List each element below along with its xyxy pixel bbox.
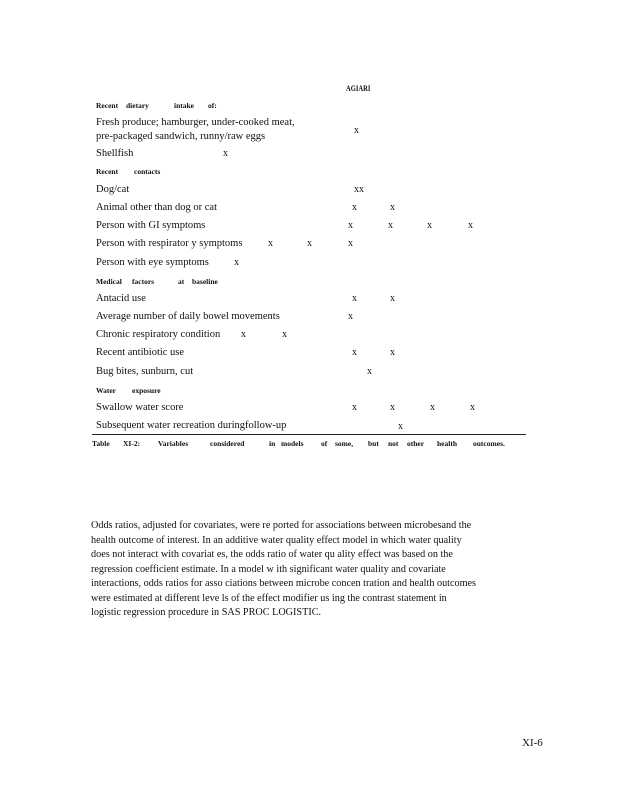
mark-antacid-1: x [352, 293, 357, 304]
mark-person-resp-1: x [268, 238, 273, 249]
paragraph-line: does not interact with covariat es, the odds ratio of water qu ality effect was based on the [91, 549, 453, 560]
row-person-resp: Person with respirator y symptoms [96, 238, 243, 249]
mark-recent-antibiotic-1: x [352, 347, 357, 358]
column-header: AGIARI [346, 84, 371, 93]
mark-person-gi-3: x [427, 220, 432, 231]
mark-recent-antibiotic-2: x [390, 347, 395, 358]
mark-person-resp-2: x [307, 238, 312, 249]
mark-avg-bowel: x [348, 311, 353, 322]
row-avg-bowel: Average number of daily bowel movements [96, 311, 280, 322]
paragraph-line: logistic regression procedure in SAS PROC LOGISTIC. [91, 607, 322, 618]
mark-animal-other-1: x [352, 202, 357, 213]
row-chronic-resp: Chronic respiratory condition [96, 329, 221, 340]
paragraph-line: Odds ratios, adjusted for covariates, were re ported for associations between microbesand the [91, 520, 472, 531]
mark-dog-cat: xx [354, 184, 364, 195]
row-shellfish: Shellfish [96, 148, 134, 159]
mark-chronic-resp-2: x [282, 329, 287, 340]
row-animal-other: Animal other than dog or cat [96, 202, 218, 213]
row-bug-bites: Bug bites, sunburn, cut [96, 366, 194, 377]
mark-person-resp-3: x [348, 238, 353, 249]
row-person-eye: Person with eye symptoms [96, 257, 209, 268]
mark-shellfish: x [223, 148, 228, 159]
mark-fresh-produce: x [354, 125, 359, 136]
body-paragraph [91, 519, 476, 621]
row-fresh-produce-line1: Fresh produce; hamburger, under-cooked meat, [96, 117, 295, 128]
mark-antacid-2: x [390, 293, 395, 304]
row-subsequent: Subsequent water recreation duringfollow-up [96, 420, 287, 431]
mark-swallow-3: x [430, 402, 435, 413]
table-rule [92, 434, 526, 435]
mark-person-gi-2: x [388, 220, 393, 231]
mark-swallow-2: x [390, 402, 395, 413]
row-fresh-produce-line2: pre-packaged sandwich, runny/raw eggs [96, 131, 266, 142]
mark-animal-other-2: x [390, 202, 395, 213]
row-recent-antibiotic: Recent antibiotic use [96, 347, 185, 358]
mark-bug-bites: x [367, 366, 372, 377]
row-swallow: Swallow water score [96, 402, 184, 413]
mark-subsequent: x [398, 421, 403, 432]
page-number: XI-6 [522, 737, 543, 749]
paragraph-line: regression coefficient estimate. In a model w ith significant water quality and covariate [91, 563, 446, 575]
row-dog-cat: Dog/cat [96, 184, 130, 195]
paragraph-line: were estimated at different leve ls of the effect modifier us ing the contrast statement in [91, 592, 447, 604]
mark-person-gi-1: x [348, 220, 353, 231]
row-antacid: Antacid use [96, 293, 146, 304]
paragraph-line: interactions, odds ratios for asso ciations between microbe concen tration and health outcomes [91, 578, 477, 589]
row-person-gi: Person with GI symptoms [96, 220, 206, 231]
mark-swallow-4: x [470, 402, 475, 413]
mark-chronic-resp-1: x [241, 329, 246, 340]
mark-swallow-1: x [352, 402, 357, 413]
paragraph-line: health outcome of interest. In an additive water quality effect model in which water quality [91, 534, 462, 546]
mark-person-eye: x [234, 257, 239, 268]
mark-person-gi-4: x [468, 220, 473, 231]
